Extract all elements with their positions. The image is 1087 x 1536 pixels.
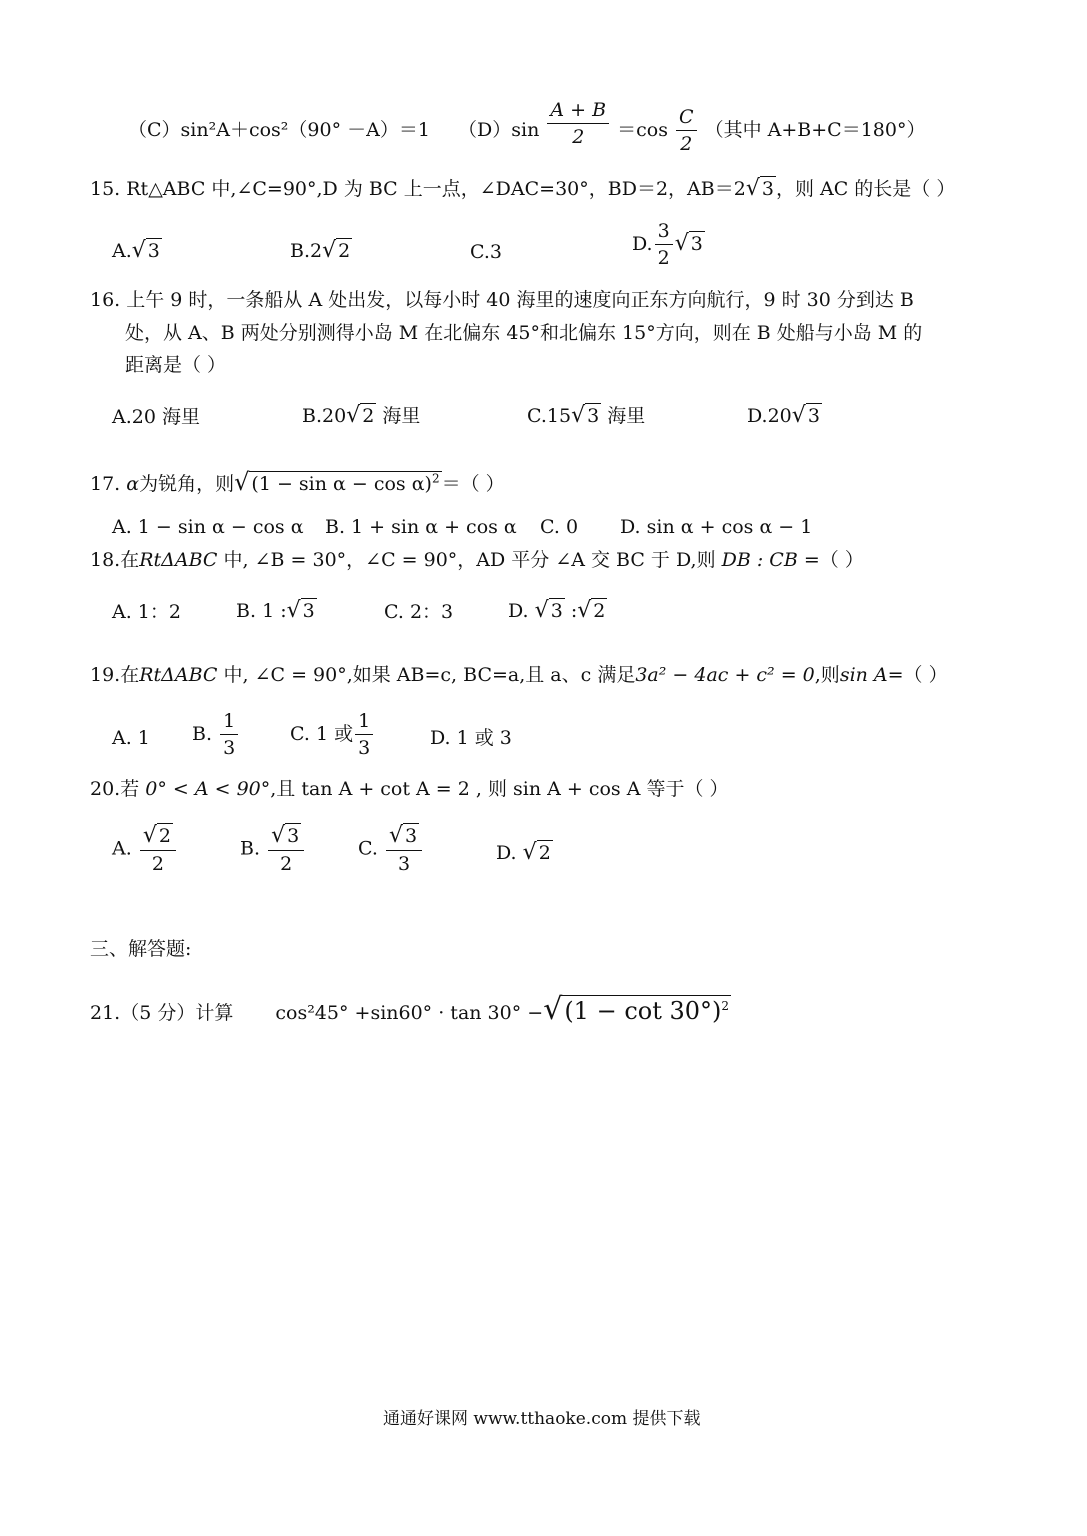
q16-line-3: 距离是（ ）: [125, 354, 227, 376]
q14-d-cos: ＝cos: [617, 119, 668, 141]
q21-radicand: (1 − cot 30°): [564, 997, 722, 1025]
q17-stem: 17. α为锐角，则√ $(1 - \sin \alpha - \cos \alpha)^2$ ＝（ ）: [90, 468, 505, 496]
q15-option-d: D. $\frac{3}{2}$ √ 3: [632, 220, 703, 269]
sqrt-icon: √: [234, 468, 250, 496]
q18-option-b: B. 1 :√ 3: [236, 598, 315, 623]
q16-line-1: 16. 上午 9 时，一条船从 A 处出发，以每小时 40 海里的速度向正东方向航行，9 时 30 分到达 B: [90, 289, 914, 311]
q19-stem: 19.在RtΔABC 中, ∠C = 90°,如果 AB=c, BC=a,且 a、c 满足3a² − 4ac + c² = 0,则sin A=（ ）: [90, 664, 948, 686]
q21-stem: 21.（5 分）计算 $\cos^245^\circ +\sin 60^\circ \cdot \tan 30^\circ -√(1 - \cot 30^\circ)^2$: [90, 992, 730, 1027]
sqrt-icon: √: [674, 231, 689, 256]
footer: 通通好课网 www.tthaoke.com 提供下载: [383, 1409, 701, 1429]
sqrt-icon: √: [571, 403, 586, 428]
alpha-symbol: α: [126, 473, 140, 495]
sqrt-icon: √: [534, 598, 549, 623]
q14-d-fraction-1: $\frac{A + B}{2}$: [547, 101, 609, 147]
q15-option-a: A.√ 3: [112, 238, 160, 263]
q18-option-a: A. 1：2: [112, 601, 181, 623]
q20-option-c: C. $\frac{√ 3}{3}$: [358, 825, 424, 874]
q19-option-d: D. 1 或 3: [430, 727, 512, 749]
q20-stem: 20.若 0° < A < 90°,且 tan A + cot A = 2 , 则 sin A + cos A 等于（ ）: [90, 778, 729, 800]
q20-condition: 0° < A < 90°: [145, 778, 271, 800]
q15-option-c: C.3: [470, 241, 502, 263]
sqrt-icon: √: [522, 840, 537, 865]
q17-radicand: (1 − sin α − cos α): [251, 473, 432, 495]
q16-line-2: 处，从 A、B 两处分别测得小岛 M 在北偏东 45°和北偏东 15°方向，则在 B 处船与小岛 M 的: [125, 322, 923, 344]
q20-option-b: B. $\frac{√ 3}{2}$: [240, 825, 306, 874]
q14-d-sin: sin: [511, 119, 540, 141]
q19-b-fraction: $\frac{1}{3}$: [220, 712, 238, 758]
q14-d-note: （其中 A+B+C＝180°）: [704, 119, 926, 141]
q20-option-a: A. $\frac{√ 2}{2}$: [112, 825, 178, 874]
q15-option-b: B.2√ 2: [290, 238, 351, 263]
q14-options: [128, 99, 926, 155]
sqrt-icon: √: [142, 823, 157, 848]
q20-c-fraction: $\frac{√ 3}{3}$: [386, 825, 422, 874]
q20-a-fraction: $\frac{√ 2}{2}$: [140, 825, 176, 874]
q14-c-label: （C）: [128, 119, 181, 141]
q15-d-fraction: $\frac{3}{2}$: [655, 222, 673, 268]
q19-option-c: C. 1 或 $\frac{1}{3}$: [290, 712, 375, 758]
q14-d-fraction-2: $\frac{C}{2}$: [676, 108, 697, 154]
q19-option-a: A. 1: [112, 727, 150, 749]
sqrt-icon: √: [791, 403, 806, 428]
q18-stem: 18.在RtΔABC 中, ∠B = 30°，∠C = 90°，AD 平分 ∠A 交 BC 于 D,则 DB : CB =（ ）: [90, 549, 864, 571]
sqrt-icon: √: [577, 598, 592, 623]
sqrt-icon: √: [388, 823, 403, 848]
q17-option-d: D. sin α + cos α − 1: [620, 516, 813, 538]
q18-option-d: D. √ 3 :√ 2: [508, 598, 606, 623]
q17-option-c: C. 0: [540, 516, 579, 538]
q20-b-fraction: $\frac{√ 3}{2}$: [268, 825, 304, 874]
q21-expression: cos²45° +sin60° · tan 30° −: [275, 1002, 544, 1024]
q15-stem: [90, 178, 955, 200]
q16-option-c: C.15√ 3 海里: [527, 403, 646, 428]
q16-option-a: A.20 海里: [112, 406, 200, 428]
q14-d-label: （D）: [458, 119, 512, 141]
q15-stem-text: 15. Rt△ABC 中,∠C=90°,D 为 BC 上一点，∠DAC=30°，BD＝2，AB＝2: [90, 178, 746, 200]
sqrt-icon: √: [322, 238, 337, 263]
q15-stem-end: ，则 AC 的长是（ ）: [775, 178, 956, 200]
q18-option-c: C. 2：3: [384, 601, 454, 623]
section-heading: 三、解答题:: [90, 938, 192, 960]
q16-option-d: D.20√ 3: [747, 403, 820, 428]
sqrt-icon: √: [543, 992, 563, 1027]
sqrt-icon: √: [131, 238, 146, 263]
q20-option-d: D. √ 2: [496, 840, 551, 865]
sqrt-icon: √: [271, 823, 286, 848]
q17-option-a: A. 1 − sin α − cos α: [112, 516, 304, 538]
q17-option-b: B. 1 + sin α + cos α: [325, 516, 517, 538]
q15-stem-radicand: 3: [761, 178, 774, 200]
q14-c-formula: sin²A＋cos²（90° －A）＝1: [180, 119, 430, 141]
q16-option-b: B.20√ 2 海里: [302, 403, 421, 428]
q19-c-fraction: $\frac{1}{3}$: [355, 712, 373, 758]
q19-option-b: B. $\frac{1}{3}$: [192, 712, 240, 758]
q19-equation: 3a² − 4ac + c² = 0: [635, 664, 815, 686]
sqrt-icon: √: [745, 176, 760, 201]
sqrt-icon: √: [286, 598, 301, 623]
sqrt-icon: √: [346, 403, 361, 428]
